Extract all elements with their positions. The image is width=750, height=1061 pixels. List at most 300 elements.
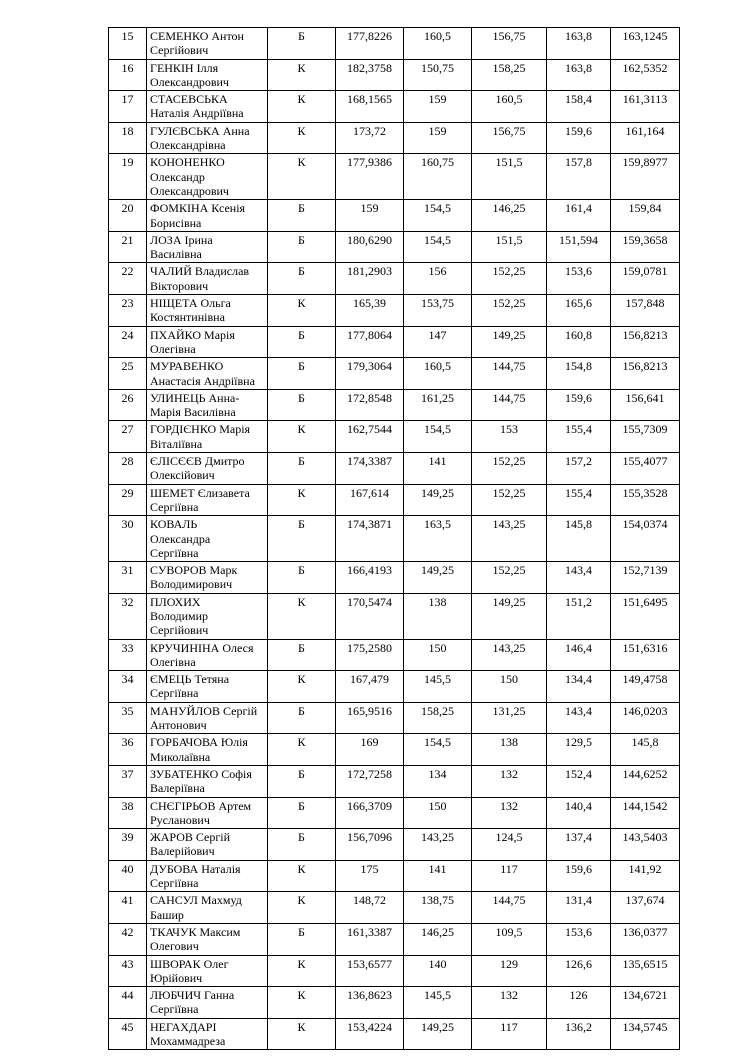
table-row bbox=[109, 200, 680, 232]
score-4-cell: 157,2 bbox=[547, 453, 611, 485]
study-form-cell: К bbox=[268, 154, 336, 200]
study-form-cell: К bbox=[268, 671, 336, 703]
full-name-cell bbox=[147, 829, 268, 861]
name-line: СТАСЕВСЬКА bbox=[150, 92, 228, 107]
name-line: Русланович bbox=[150, 812, 210, 827]
study-form-cell: Б bbox=[268, 562, 336, 594]
row-number-cell: 38 bbox=[109, 797, 147, 829]
score-2-cell: 143,25 bbox=[404, 829, 472, 861]
row-number-cell: 26 bbox=[109, 389, 147, 421]
score-4-cell: 159,6 bbox=[547, 860, 611, 892]
row-number-cell: 45 bbox=[109, 1018, 147, 1050]
score-4-cell: 165,6 bbox=[547, 295, 611, 327]
name-line: МУРАВЕНКО bbox=[150, 359, 224, 374]
total-score-cell: 152,7139 bbox=[611, 562, 680, 594]
name-line: Олександрівна bbox=[150, 138, 226, 153]
score-1-cell: 173,72 bbox=[336, 122, 404, 154]
row-number-cell: 22 bbox=[109, 263, 147, 295]
row-number-cell: 24 bbox=[109, 326, 147, 358]
row-number-cell: 32 bbox=[109, 593, 147, 639]
score-4-cell: 140,4 bbox=[547, 797, 611, 829]
total-score-cell: 144,1542 bbox=[611, 797, 680, 829]
score-2-cell: 160,5 bbox=[404, 28, 472, 60]
score-1-cell: 180,6290 bbox=[336, 231, 404, 263]
total-score-cell: 149,4758 bbox=[611, 671, 680, 703]
score-4-cell: 161,4 bbox=[547, 200, 611, 232]
total-score-cell: 161,3113 bbox=[611, 91, 680, 123]
score-1-cell: 181,2903 bbox=[336, 263, 404, 295]
row-number-cell: 35 bbox=[109, 702, 147, 734]
name-line: Марія Василівна bbox=[150, 405, 236, 420]
full-name-cell bbox=[147, 421, 268, 453]
study-form-cell: К bbox=[268, 860, 336, 892]
score-1-cell: 172,8548 bbox=[336, 389, 404, 421]
score-1-cell: 153,6577 bbox=[336, 955, 404, 987]
full-name-cell bbox=[147, 562, 268, 594]
full-name-cell bbox=[147, 122, 268, 154]
score-1-cell: 166,3709 bbox=[336, 797, 404, 829]
row-number-cell: 40 bbox=[109, 860, 147, 892]
study-form-cell: Б bbox=[268, 639, 336, 671]
table-row bbox=[109, 389, 680, 421]
study-form-cell: Б bbox=[268, 923, 336, 955]
full-name-cell bbox=[147, 702, 268, 734]
table-row bbox=[109, 484, 680, 516]
score-2-cell: 141 bbox=[404, 453, 472, 485]
name-line: ЖАРОВ Сергій bbox=[150, 830, 231, 845]
full-name-cell bbox=[147, 593, 268, 639]
name-line: САНСУЛ Махмуд bbox=[150, 893, 242, 908]
ranking-table bbox=[108, 27, 680, 1050]
name-line: Василівна bbox=[150, 247, 202, 262]
table-row bbox=[109, 231, 680, 263]
name-line: ГУЛЄВСЬКА Анна bbox=[150, 123, 250, 138]
row-number-cell: 19 bbox=[109, 154, 147, 200]
full-name-cell bbox=[147, 154, 268, 200]
score-3-cell: 158,25 bbox=[472, 59, 547, 91]
name-line: Антонович bbox=[150, 718, 207, 733]
table-row bbox=[109, 516, 680, 562]
score-3-cell: 144,75 bbox=[472, 358, 547, 390]
name-line: ПЛОХИХ bbox=[150, 594, 201, 609]
name-line: Олегівна bbox=[150, 341, 196, 356]
name-line: ЄЛІСЄЄВ Дмитро bbox=[150, 454, 245, 469]
score-2-cell: 147 bbox=[404, 326, 472, 358]
row-number-cell: 18 bbox=[109, 122, 147, 154]
name-line: Сергіївна bbox=[150, 499, 199, 514]
score-1-cell: 175,2580 bbox=[336, 639, 404, 671]
score-1-cell: 148,72 bbox=[336, 892, 404, 924]
score-1-cell: 153,4224 bbox=[336, 1018, 404, 1050]
score-1-cell: 162,7544 bbox=[336, 421, 404, 453]
score-2-cell: 154,5 bbox=[404, 231, 472, 263]
table-row bbox=[109, 453, 680, 485]
score-4-cell: 126,6 bbox=[547, 955, 611, 987]
study-form-cell: Б bbox=[268, 829, 336, 861]
score-4-cell: 126 bbox=[547, 987, 611, 1019]
total-score-cell: 161,164 bbox=[611, 122, 680, 154]
score-2-cell: 163,5 bbox=[404, 516, 472, 562]
full-name-cell bbox=[147, 987, 268, 1019]
name-line: Наталія Андріївна bbox=[150, 106, 244, 121]
score-1-cell: 179,3064 bbox=[336, 358, 404, 390]
row-number-cell: 44 bbox=[109, 987, 147, 1019]
score-3-cell: 160,5 bbox=[472, 91, 547, 123]
score-3-cell: 146,25 bbox=[472, 200, 547, 232]
name-line: МАНУЙЛОВ Сергій bbox=[150, 703, 258, 718]
table-row bbox=[109, 295, 680, 327]
study-form-cell: Б bbox=[268, 389, 336, 421]
score-1-cell: 166,4193 bbox=[336, 562, 404, 594]
table-row bbox=[109, 860, 680, 892]
score-2-cell: 156 bbox=[404, 263, 472, 295]
name-line: ЛЮБЧИЧ Ганна bbox=[150, 988, 235, 1003]
name-line: ГЕНКІН Ілля bbox=[150, 60, 219, 75]
score-1-cell: 177,9386 bbox=[336, 154, 404, 200]
full-name-cell bbox=[147, 484, 268, 516]
score-1-cell: 169 bbox=[336, 734, 404, 766]
name-line: Анастасія Андріївна bbox=[150, 373, 255, 388]
study-form-cell: К bbox=[268, 593, 336, 639]
study-form-cell: Б bbox=[268, 326, 336, 358]
full-name-cell bbox=[147, 326, 268, 358]
name-line: СУВОРОВ Марк bbox=[150, 563, 238, 578]
row-number-cell: 21 bbox=[109, 231, 147, 263]
name-line: ШВОРАК Олег bbox=[150, 956, 229, 971]
full-name-cell bbox=[147, 453, 268, 485]
study-form-cell: К bbox=[268, 892, 336, 924]
score-2-cell: 150 bbox=[404, 797, 472, 829]
score-4-cell: 163,8 bbox=[547, 28, 611, 60]
study-form-cell: К bbox=[268, 734, 336, 766]
total-score-cell: 136,0377 bbox=[611, 923, 680, 955]
score-4-cell: 151,2 bbox=[547, 593, 611, 639]
score-3-cell: 151,5 bbox=[472, 231, 547, 263]
full-name-cell bbox=[147, 765, 268, 797]
score-3-cell: 152,25 bbox=[472, 453, 547, 485]
score-3-cell: 150 bbox=[472, 671, 547, 703]
score-3-cell: 156,75 bbox=[472, 122, 547, 154]
full-name-cell bbox=[147, 923, 268, 955]
score-2-cell: 160,75 bbox=[404, 154, 472, 200]
row-number-cell: 16 bbox=[109, 59, 147, 91]
score-2-cell: 154,5 bbox=[404, 200, 472, 232]
score-3-cell: 152,25 bbox=[472, 562, 547, 594]
full-name-cell bbox=[147, 797, 268, 829]
score-1-cell: 177,8064 bbox=[336, 326, 404, 358]
full-name-cell bbox=[147, 860, 268, 892]
name-line: Володимирович bbox=[150, 577, 233, 592]
score-3-cell: 151,5 bbox=[472, 154, 547, 200]
score-1-cell: 167,479 bbox=[336, 671, 404, 703]
score-2-cell: 150,75 bbox=[404, 59, 472, 91]
score-3-cell: 153 bbox=[472, 421, 547, 453]
total-score-cell: 134,6721 bbox=[611, 987, 680, 1019]
name-line: Валерійович bbox=[150, 844, 215, 859]
row-number-cell: 31 bbox=[109, 562, 147, 594]
score-1-cell: 156,7096 bbox=[336, 829, 404, 861]
score-4-cell: 155,4 bbox=[547, 421, 611, 453]
row-number-cell: 17 bbox=[109, 91, 147, 123]
score-4-cell: 143,4 bbox=[547, 562, 611, 594]
name-line: ФОМКІНА Ксенія bbox=[150, 201, 246, 216]
study-form-cell: К bbox=[268, 484, 336, 516]
name-line: Костянтинівна bbox=[150, 310, 225, 325]
score-2-cell: 153,75 bbox=[404, 295, 472, 327]
score-3-cell: 149,25 bbox=[472, 326, 547, 358]
table-body bbox=[109, 28, 680, 1050]
study-form-cell: Б bbox=[268, 231, 336, 263]
score-3-cell: 152,25 bbox=[472, 295, 547, 327]
study-form-cell: Б bbox=[268, 358, 336, 390]
score-3-cell: 132 bbox=[472, 987, 547, 1019]
table-row bbox=[109, 892, 680, 924]
row-number-cell: 34 bbox=[109, 671, 147, 703]
score-2-cell: 159 bbox=[404, 91, 472, 123]
total-score-cell: 143,5403 bbox=[611, 829, 680, 861]
row-number-cell: 27 bbox=[109, 421, 147, 453]
score-4-cell: 163,8 bbox=[547, 59, 611, 91]
full-name-cell bbox=[147, 200, 268, 232]
score-1-cell: 182,3758 bbox=[336, 59, 404, 91]
name-line: КОВАЛЬ bbox=[150, 517, 198, 532]
score-2-cell: 154,5 bbox=[404, 734, 472, 766]
total-score-cell: 157,848 bbox=[611, 295, 680, 327]
name-line: ТКАЧУК Максим bbox=[150, 924, 241, 939]
name-line: Володимир bbox=[150, 608, 209, 623]
study-form-cell: К bbox=[268, 295, 336, 327]
total-score-cell: 156,8213 bbox=[611, 326, 680, 358]
score-3-cell: 138 bbox=[472, 734, 547, 766]
row-number-cell: 20 bbox=[109, 200, 147, 232]
name-line: ДУБОВА Наталія bbox=[150, 861, 241, 876]
full-name-cell bbox=[147, 91, 268, 123]
study-form-cell: К bbox=[268, 59, 336, 91]
score-3-cell: 144,75 bbox=[472, 892, 547, 924]
score-4-cell: 146,4 bbox=[547, 639, 611, 671]
score-4-cell: 131,4 bbox=[547, 892, 611, 924]
table-row bbox=[109, 593, 680, 639]
full-name-cell bbox=[147, 28, 268, 60]
study-form-cell: Б bbox=[268, 453, 336, 485]
score-1-cell: 167,614 bbox=[336, 484, 404, 516]
full-name-cell bbox=[147, 516, 268, 562]
score-2-cell: 159 bbox=[404, 122, 472, 154]
study-form-cell: К bbox=[268, 987, 336, 1019]
table-row bbox=[109, 91, 680, 123]
name-line: Сергіївна bbox=[150, 686, 199, 701]
score-4-cell: 151,594 bbox=[547, 231, 611, 263]
score-3-cell: 156,75 bbox=[472, 28, 547, 60]
score-2-cell: 161,25 bbox=[404, 389, 472, 421]
score-2-cell: 141 bbox=[404, 860, 472, 892]
score-3-cell: 117 bbox=[472, 1018, 547, 1050]
full-name-cell bbox=[147, 358, 268, 390]
full-name-cell bbox=[147, 59, 268, 91]
total-score-cell: 144,6252 bbox=[611, 765, 680, 797]
name-line: Олексійович bbox=[150, 468, 215, 483]
study-form-cell: К bbox=[268, 421, 336, 453]
total-score-cell: 163,1245 bbox=[611, 28, 680, 60]
total-score-cell: 156,8213 bbox=[611, 358, 680, 390]
table-row bbox=[109, 702, 680, 734]
total-score-cell: 155,4077 bbox=[611, 453, 680, 485]
score-1-cell: 174,3871 bbox=[336, 516, 404, 562]
score-1-cell: 165,39 bbox=[336, 295, 404, 327]
name-line: НЕГАХДАРІ bbox=[150, 1019, 217, 1034]
total-score-cell: 154,0374 bbox=[611, 516, 680, 562]
row-number-cell: 39 bbox=[109, 829, 147, 861]
total-score-cell: 141,92 bbox=[611, 860, 680, 892]
score-3-cell: 144,75 bbox=[472, 389, 547, 421]
name-line: Олегович bbox=[150, 939, 199, 954]
row-number-cell: 29 bbox=[109, 484, 147, 516]
study-form-cell: Б bbox=[268, 765, 336, 797]
name-line: Олександрович bbox=[150, 74, 229, 89]
full-name-cell bbox=[147, 231, 268, 263]
study-form-cell: К bbox=[268, 91, 336, 123]
score-2-cell: 138 bbox=[404, 593, 472, 639]
table-row bbox=[109, 59, 680, 91]
score-3-cell: 132 bbox=[472, 797, 547, 829]
score-1-cell: 170,5474 bbox=[336, 593, 404, 639]
table-row bbox=[109, 421, 680, 453]
total-score-cell: 156,641 bbox=[611, 389, 680, 421]
score-1-cell: 136,8623 bbox=[336, 987, 404, 1019]
table-row bbox=[109, 955, 680, 987]
name-line: Олександра bbox=[150, 531, 211, 546]
score-3-cell: 131,25 bbox=[472, 702, 547, 734]
name-line: НІЩЕТА Ольга bbox=[150, 296, 231, 311]
score-3-cell: 149,25 bbox=[472, 593, 547, 639]
name-line: Борисівна bbox=[150, 215, 202, 230]
row-number-cell: 33 bbox=[109, 639, 147, 671]
name-line: Віталіївна bbox=[150, 436, 203, 451]
full-name-cell bbox=[147, 263, 268, 295]
name-line: Юрійович bbox=[150, 970, 203, 985]
study-form-cell: К bbox=[268, 955, 336, 987]
total-score-cell: 159,3658 bbox=[611, 231, 680, 263]
table-row bbox=[109, 829, 680, 861]
score-1-cell: 161,3387 bbox=[336, 923, 404, 955]
full-name-cell bbox=[147, 955, 268, 987]
name-line: ГОРБАЧОВА Юлія bbox=[150, 735, 248, 750]
score-2-cell: 158,25 bbox=[404, 702, 472, 734]
name-line: Башир bbox=[150, 907, 184, 922]
score-4-cell: 158,4 bbox=[547, 91, 611, 123]
score-2-cell: 149,25 bbox=[404, 1018, 472, 1050]
full-name-cell bbox=[147, 389, 268, 421]
score-4-cell: 155,4 bbox=[547, 484, 611, 516]
score-2-cell: 146,25 bbox=[404, 923, 472, 955]
score-2-cell: 145,5 bbox=[404, 671, 472, 703]
score-2-cell: 149,25 bbox=[404, 562, 472, 594]
study-form-cell: Б bbox=[268, 516, 336, 562]
score-4-cell: 159,6 bbox=[547, 389, 611, 421]
score-1-cell: 172,7258 bbox=[336, 765, 404, 797]
name-line: ЄМЕЦЬ Тетяна bbox=[150, 672, 230, 687]
row-number-cell: 42 bbox=[109, 923, 147, 955]
name-line: Мохаммадреза bbox=[150, 1034, 226, 1048]
table-row bbox=[109, 765, 680, 797]
name-line: КРУЧИНІНА Олеся bbox=[150, 640, 254, 655]
total-score-cell: 146,0203 bbox=[611, 702, 680, 734]
table-row bbox=[109, 122, 680, 154]
name-line: ГОРДІЄНКО Марія bbox=[150, 422, 251, 437]
row-number-cell: 30 bbox=[109, 516, 147, 562]
table-row bbox=[109, 326, 680, 358]
total-score-cell: 159,84 bbox=[611, 200, 680, 232]
score-2-cell: 145,5 bbox=[404, 987, 472, 1019]
name-line: ПХАЙКО Марія bbox=[150, 327, 235, 342]
full-name-cell bbox=[147, 639, 268, 671]
name-line: КОНОНЕНКО bbox=[150, 155, 225, 170]
score-4-cell: 143,4 bbox=[547, 702, 611, 734]
full-name-cell bbox=[147, 734, 268, 766]
name-line: Миколаївна bbox=[150, 749, 211, 764]
row-number-cell: 36 bbox=[109, 734, 147, 766]
row-number-cell: 43 bbox=[109, 955, 147, 987]
study-form-cell: Б bbox=[268, 200, 336, 232]
study-form-cell: Б bbox=[268, 263, 336, 295]
name-line: ШЕМЕТ Єлизавета bbox=[150, 485, 250, 500]
study-form-cell: Б bbox=[268, 28, 336, 60]
total-score-cell: 159,8977 bbox=[611, 154, 680, 200]
total-score-cell: 151,6316 bbox=[611, 639, 680, 671]
table-row bbox=[109, 263, 680, 295]
table-row bbox=[109, 923, 680, 955]
score-4-cell: 136,2 bbox=[547, 1018, 611, 1050]
total-score-cell: 159,0781 bbox=[611, 263, 680, 295]
total-score-cell: 155,3528 bbox=[611, 484, 680, 516]
study-form-cell: К bbox=[268, 1018, 336, 1050]
score-4-cell: 159,6 bbox=[547, 122, 611, 154]
score-3-cell: 152,25 bbox=[472, 263, 547, 295]
study-form-cell: К bbox=[268, 122, 336, 154]
total-score-cell: 151,6495 bbox=[611, 593, 680, 639]
study-form-cell: Б bbox=[268, 797, 336, 829]
total-score-cell: 162,5352 bbox=[611, 59, 680, 91]
name-line: СЕМЕНКО Антон bbox=[150, 29, 244, 43]
table-row bbox=[109, 154, 680, 200]
total-score-cell: 155,7309 bbox=[611, 421, 680, 453]
name-line: Сергіївна bbox=[150, 545, 199, 560]
score-4-cell: 145,8 bbox=[547, 516, 611, 562]
score-3-cell: 117 bbox=[472, 860, 547, 892]
score-3-cell: 124,5 bbox=[472, 829, 547, 861]
full-name-cell bbox=[147, 671, 268, 703]
score-1-cell: 165,9516 bbox=[336, 702, 404, 734]
score-3-cell: 143,25 bbox=[472, 639, 547, 671]
name-line: Олегівна bbox=[150, 654, 196, 669]
row-number-cell: 37 bbox=[109, 765, 147, 797]
score-4-cell: 153,6 bbox=[547, 263, 611, 295]
score-2-cell: 138,75 bbox=[404, 892, 472, 924]
name-line: Сергійович bbox=[150, 623, 209, 638]
table-row bbox=[109, 987, 680, 1019]
name-line: Валеріївна bbox=[150, 781, 205, 796]
score-4-cell: 154,8 bbox=[547, 358, 611, 390]
score-3-cell: 129 bbox=[472, 955, 547, 987]
name-line: ЧАЛИЙ Владислав bbox=[150, 264, 250, 279]
row-number-cell: 23 bbox=[109, 295, 147, 327]
score-2-cell: 149,25 bbox=[404, 484, 472, 516]
score-1-cell: 174,3387 bbox=[336, 453, 404, 485]
total-score-cell: 137,674 bbox=[611, 892, 680, 924]
table-row bbox=[109, 562, 680, 594]
score-3-cell: 143,25 bbox=[472, 516, 547, 562]
name-line: УЛИНЕЦЬ Анна- bbox=[150, 390, 240, 405]
